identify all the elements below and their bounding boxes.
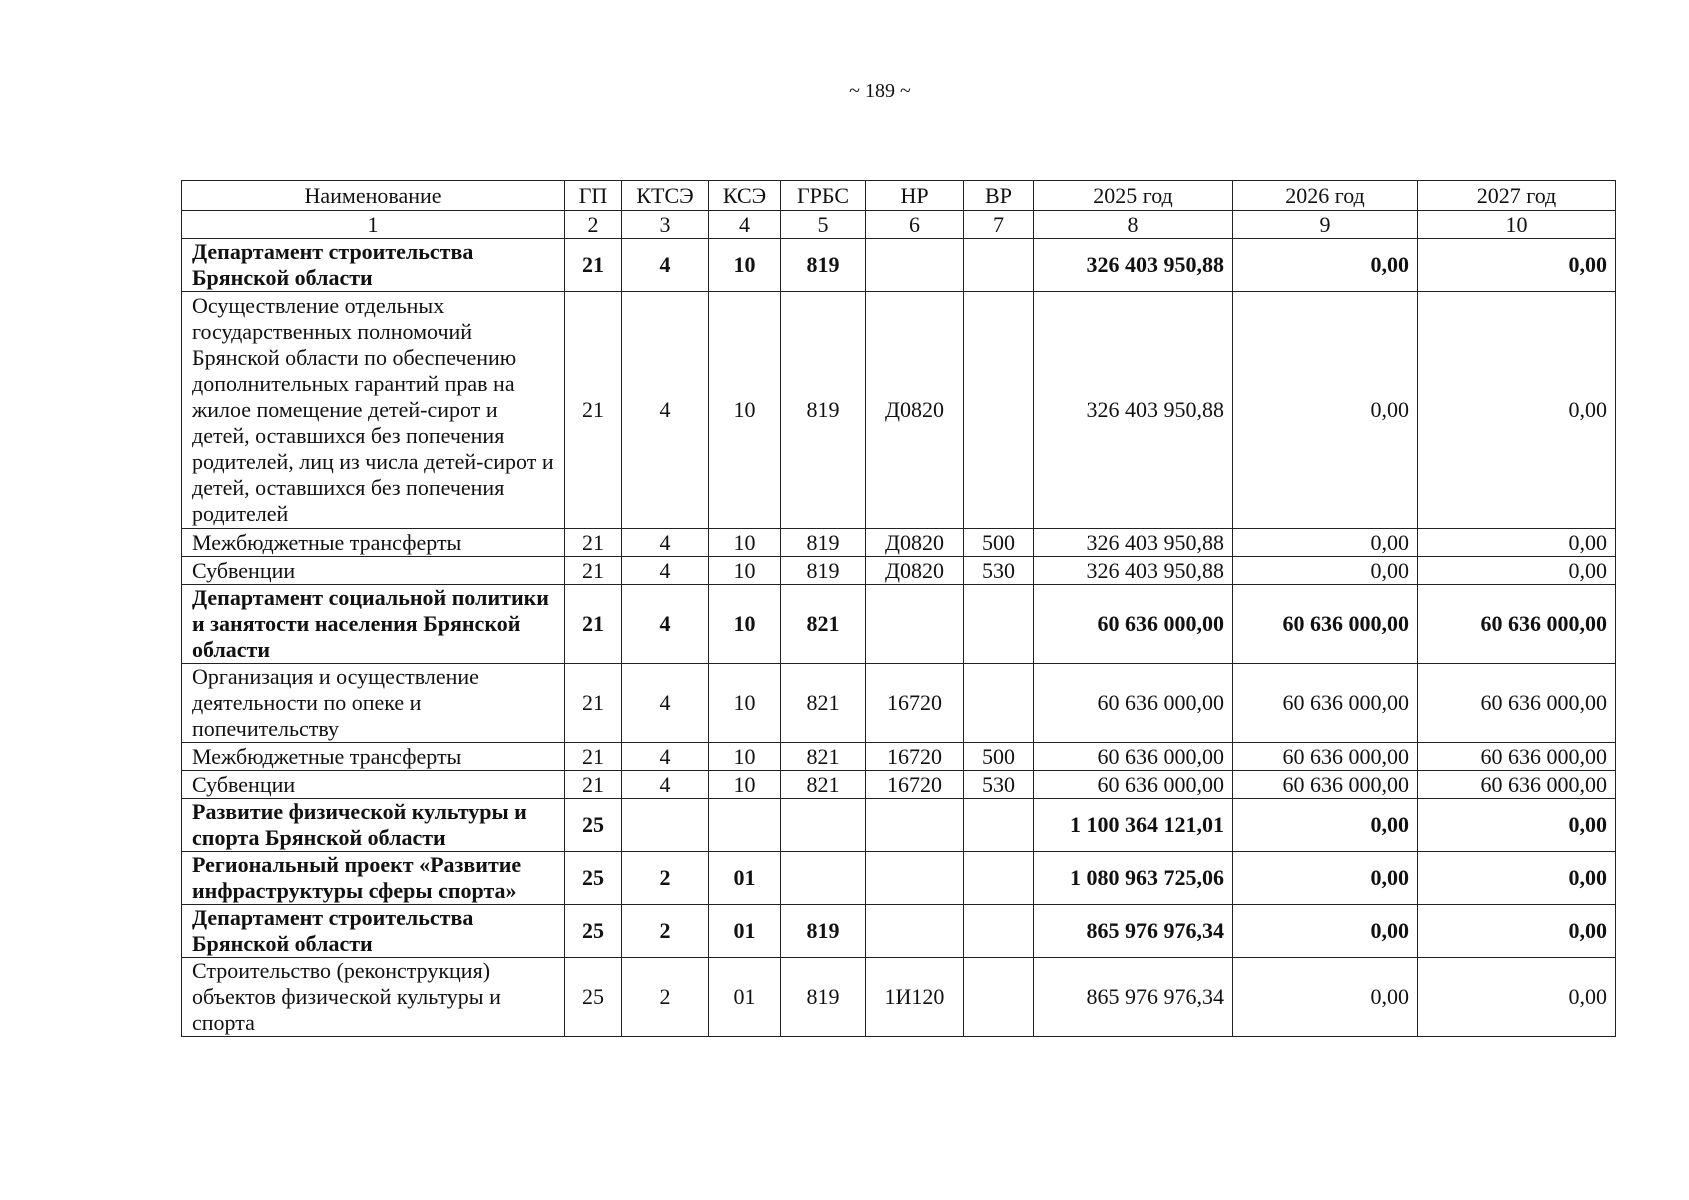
row-kse: 10 (709, 557, 781, 585)
row-amount-2027: 0,00 (1418, 557, 1616, 585)
row-vr (964, 852, 1034, 905)
row-grbs: 819 (781, 557, 866, 585)
row-gp: 21 (565, 664, 622, 743)
row-amount-2027: 0,00 (1418, 852, 1616, 905)
row-grbs (781, 799, 866, 852)
column-header-2026: 2026 год (1233, 181, 1418, 211)
row-amount-2027: 0,00 (1418, 958, 1616, 1037)
row-grbs (781, 852, 866, 905)
row-amount-2025: 1 100 364 121,01 (1034, 799, 1233, 852)
column-index: 7 (964, 211, 1034, 239)
column-index: 4 (709, 211, 781, 239)
row-nr: 1И120 (866, 958, 964, 1037)
row-amount-2026: 0,00 (1233, 905, 1418, 958)
header-row (182, 181, 1616, 211)
row-grbs: 819 (781, 529, 866, 557)
row-vr: 500 (964, 743, 1034, 771)
row-amount-2026: 0,00 (1233, 529, 1418, 557)
column-index: 6 (866, 211, 964, 239)
row-amount-2027: 0,00 (1418, 239, 1616, 292)
column-index: 9 (1233, 211, 1418, 239)
table-row (182, 557, 1616, 585)
column-header-gp: ГП (565, 181, 622, 211)
row-name: Строительство (реконструкция) объектов физической культуры и спорта (182, 958, 565, 1037)
row-ktse: 2 (622, 852, 709, 905)
row-ktse: 2 (622, 958, 709, 1037)
row-nr: 16720 (866, 743, 964, 771)
row-grbs: 819 (781, 905, 866, 958)
row-amount-2027: 0,00 (1418, 905, 1616, 958)
row-name: Осуществление отдельных государственных полномочий Брянской области по обеспечению дополнительных гарантий прав на жилое помещение детей-сирот и детей, оставшихся без попечения родителей, лиц из числа детей-сирот и детей, оставшихся без попечения родителей (182, 292, 565, 529)
row-amount-2026: 0,00 (1233, 292, 1418, 529)
row-name: Межбюджетные трансферты (182, 743, 565, 771)
row-amount-2026: 60 636 000,00 (1233, 585, 1418, 664)
row-kse: 10 (709, 585, 781, 664)
row-ktse: 4 (622, 557, 709, 585)
row-nr (866, 239, 964, 292)
row-vr (964, 292, 1034, 529)
table-row (182, 292, 1616, 529)
row-amount-2026: 0,00 (1233, 239, 1418, 292)
row-amount-2027: 60 636 000,00 (1418, 743, 1616, 771)
row-amount-2027: 0,00 (1418, 529, 1616, 557)
row-kse (709, 799, 781, 852)
row-ktse: 4 (622, 664, 709, 743)
row-vr (964, 799, 1034, 852)
row-name: Департамент социальной политики и занятости населения Брянской области (182, 585, 565, 664)
row-amount-2025: 60 636 000,00 (1034, 664, 1233, 743)
row-amount-2025: 865 976 976,34 (1034, 958, 1233, 1037)
row-amount-2025: 326 403 950,88 (1034, 557, 1233, 585)
row-kse: 10 (709, 664, 781, 743)
budget-table (181, 180, 1616, 1037)
column-header-ktse: КТСЭ (622, 181, 709, 211)
column-index-row (182, 211, 1616, 239)
row-kse: 10 (709, 529, 781, 557)
row-grbs: 821 (781, 743, 866, 771)
column-header-kse: КСЭ (709, 181, 781, 211)
row-ktse (622, 799, 709, 852)
row-amount-2027: 0,00 (1418, 292, 1616, 529)
row-grbs: 821 (781, 771, 866, 799)
row-ktse: 4 (622, 743, 709, 771)
row-amount-2026: 0,00 (1233, 557, 1418, 585)
page-number: ~ 189 ~ (849, 80, 911, 102)
row-amount-2025: 326 403 950,88 (1034, 529, 1233, 557)
row-name: Субвенции (182, 557, 565, 585)
row-vr: 530 (964, 771, 1034, 799)
row-grbs: 819 (781, 292, 866, 529)
row-name: Развитие физической культуры и спорта Брянской области (182, 799, 565, 852)
row-gp: 25 (565, 852, 622, 905)
table-body (182, 239, 1616, 1037)
row-amount-2026: 60 636 000,00 (1233, 743, 1418, 771)
row-kse: 10 (709, 743, 781, 771)
row-amount-2026: 60 636 000,00 (1233, 771, 1418, 799)
row-amount-2027: 60 636 000,00 (1418, 771, 1616, 799)
table-row (182, 852, 1616, 905)
column-header-name: Наименование (182, 181, 565, 211)
row-vr: 530 (964, 557, 1034, 585)
row-nr: 16720 (866, 664, 964, 743)
row-gp: 21 (565, 529, 622, 557)
row-amount-2026: 0,00 (1233, 799, 1418, 852)
table-row (182, 905, 1616, 958)
row-grbs: 819 (781, 239, 866, 292)
table-row (182, 664, 1616, 743)
table-row (182, 743, 1616, 771)
table-row (182, 771, 1616, 799)
row-vr (964, 585, 1034, 664)
column-header-2025: 2025 год (1034, 181, 1233, 211)
row-name: Межбюджетные трансферты (182, 529, 565, 557)
row-name: Департамент строительства Брянской области (182, 239, 565, 292)
row-nr (866, 799, 964, 852)
row-ktse: 2 (622, 905, 709, 958)
row-nr (866, 585, 964, 664)
row-amount-2027: 60 636 000,00 (1418, 585, 1616, 664)
row-ktse: 4 (622, 771, 709, 799)
column-header-2027: 2027 год (1418, 181, 1616, 211)
row-vr (964, 958, 1034, 1037)
table-row (182, 958, 1616, 1037)
column-index: 5 (781, 211, 866, 239)
row-nr (866, 852, 964, 905)
column-header-vr: ВР (964, 181, 1034, 211)
row-grbs: 819 (781, 958, 866, 1037)
column-index: 3 (622, 211, 709, 239)
row-amount-2025: 60 636 000,00 (1034, 743, 1233, 771)
column-header-nr: НР (866, 181, 964, 211)
row-nr: Д0820 (866, 557, 964, 585)
row-amount-2026: 0,00 (1233, 958, 1418, 1037)
row-ktse: 4 (622, 585, 709, 664)
row-amount-2027: 60 636 000,00 (1418, 664, 1616, 743)
row-vr (964, 239, 1034, 292)
row-kse: 10 (709, 771, 781, 799)
row-grbs: 821 (781, 585, 866, 664)
column-index: 10 (1418, 211, 1616, 239)
column-index: 1 (182, 211, 565, 239)
row-gp: 21 (565, 557, 622, 585)
row-amount-2025: 1 080 963 725,06 (1034, 852, 1233, 905)
row-ktse: 4 (622, 529, 709, 557)
row-amount-2025: 326 403 950,88 (1034, 239, 1233, 292)
table-row (182, 239, 1616, 292)
row-grbs: 821 (781, 664, 866, 743)
row-gp: 25 (565, 905, 622, 958)
row-kse: 01 (709, 852, 781, 905)
row-gp: 25 (565, 799, 622, 852)
column-index: 2 (565, 211, 622, 239)
row-kse: 01 (709, 958, 781, 1037)
row-amount-2025: 60 636 000,00 (1034, 585, 1233, 664)
table-row (182, 585, 1616, 664)
table-row (182, 529, 1616, 557)
row-nr: 16720 (866, 771, 964, 799)
row-nr: Д0820 (866, 529, 964, 557)
row-gp: 21 (565, 292, 622, 529)
row-gp: 21 (565, 239, 622, 292)
row-gp: 21 (565, 743, 622, 771)
row-name: Организация и осуществление деятельности по опеке и попечительству (182, 664, 565, 743)
row-gp: 25 (565, 958, 622, 1037)
row-vr (964, 664, 1034, 743)
row-name: Субвенции (182, 771, 565, 799)
row-amount-2025: 865 976 976,34 (1034, 905, 1233, 958)
column-header-grbs: ГРБС (781, 181, 866, 211)
row-ktse: 4 (622, 239, 709, 292)
row-gp: 21 (565, 585, 622, 664)
row-name: Департамент строительства Брянской области (182, 905, 565, 958)
row-amount-2026: 60 636 000,00 (1233, 664, 1418, 743)
row-name: Региональный проект «Развитие инфраструктуры сферы спорта» (182, 852, 565, 905)
column-index: 8 (1034, 211, 1233, 239)
row-nr: Д0820 (866, 292, 964, 529)
row-ktse: 4 (622, 292, 709, 529)
row-amount-2025: 60 636 000,00 (1034, 771, 1233, 799)
row-gp: 21 (565, 771, 622, 799)
table-row (182, 799, 1616, 852)
row-kse: 10 (709, 292, 781, 529)
row-kse: 01 (709, 905, 781, 958)
row-amount-2026: 0,00 (1233, 852, 1418, 905)
row-nr (866, 905, 964, 958)
row-vr: 500 (964, 529, 1034, 557)
row-kse: 10 (709, 239, 781, 292)
row-amount-2027: 0,00 (1418, 799, 1616, 852)
row-amount-2025: 326 403 950,88 (1034, 292, 1233, 529)
row-vr (964, 905, 1034, 958)
